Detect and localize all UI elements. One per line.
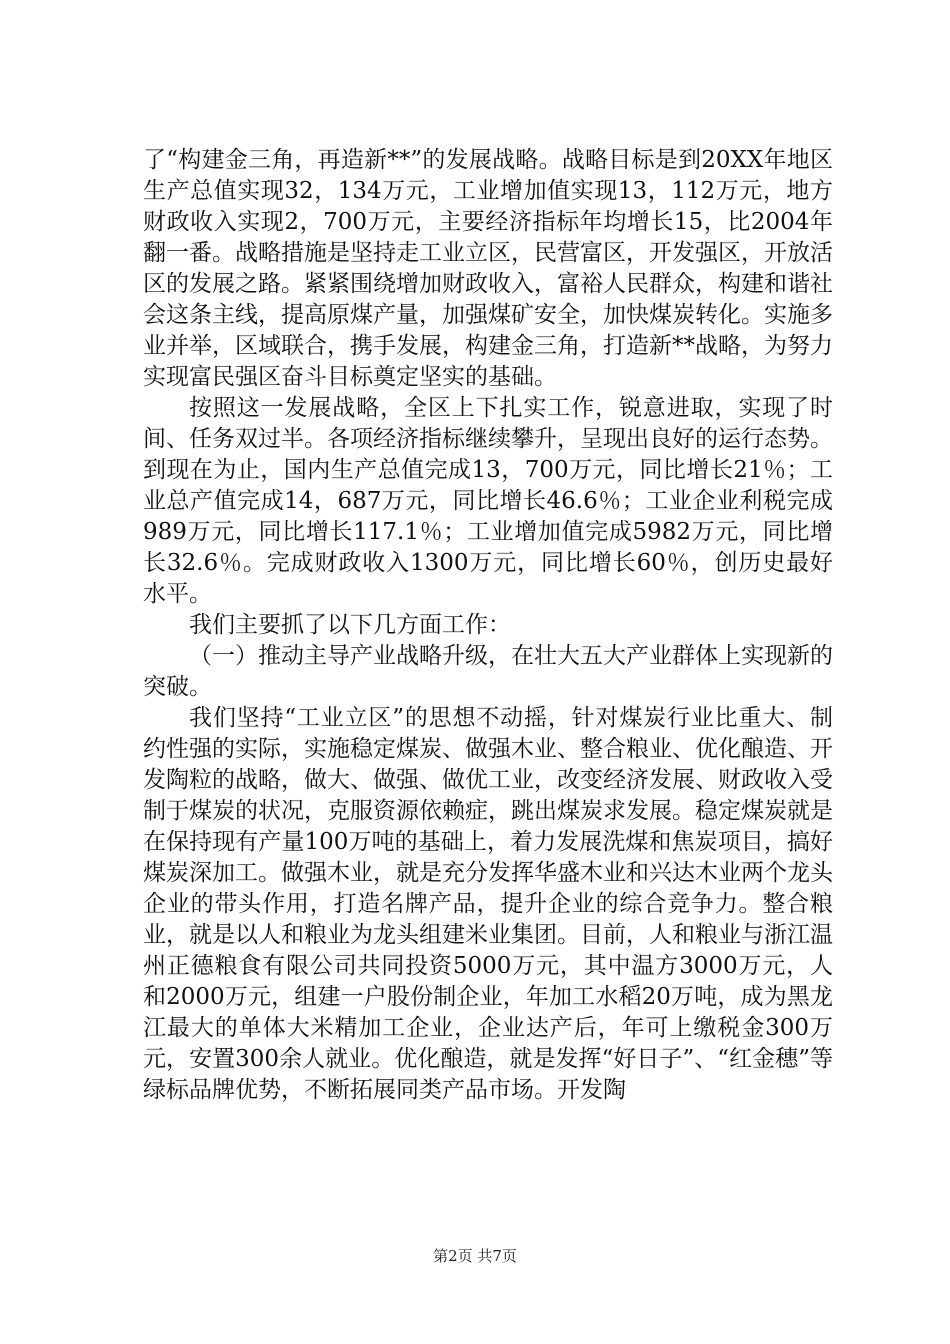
- paragraph-industry-strategy: 我们坚持“工业立区”的思想不动摇，针对煤炭行业比重大、制约性强的实际，实施稳定煤炭、做强木业、整合粮业、优化酿造、开发陶粒的战略，做大、做强、做优工业，改变经济发展、财政收入受制于煤炭的状况，克服资源依赖症，跳出煤炭求发展。稳定煤炭就是在保持现有产量100万吨的基础上，着力发展洗煤和焦炭项目，搞好煤炭深加工。做强木业，就是充分发挥华盛木业和兴达木业两个龙头企业的带头作用，打造名牌产品，提升企业的综合竞争力。整合粮业，就是以人和粮业为龙头组建米业集团。目前，人和粮业与浙江温州正德粮食有限公司共同投资5000万元，其中温方3000万元，人和2000万元，组建一户股份制企业，年加工水稻20万吨，成为黑龙江最大的单体大米精加工企业，企业达产后，年可上缴税金300万元，安置300余人就业。优化酿造，就是发挥“好日子”、“红金穗”等绿标品牌优势，不断拓展同类产品市场。开发陶: [143, 705, 833, 1103]
- section-heading-1: （一）推动主导产业战略升级，在壮大五大产业群体上实现新的突破。: [143, 643, 833, 700]
- paragraph-work-intro: 我们主要抓了以下几方面工作：: [189, 612, 511, 638]
- document-body: [143, 145, 833, 1106]
- paragraph-economic-indicators: 按照这一发展战略，全区上下扎实工作，锐意进取，实现了时间、任务双过半。各项经济指标继续攀升，呈现出良好的运行态势。到现在为止，国内生产总值完成13，700万元，同比增长21％；工业总产值完成14，687万元，同比增长46.6％；工业企业利税完成989万元，同比增长117.1％；工业增加值完成5982万元，同比增长32.6％。完成财政收入1300万元，同比增长60％，创历史最好水平。: [143, 395, 833, 607]
- page-number-footer: 第2页 共7页: [433, 1247, 517, 1265]
- paragraph-strategy-goals: 了“构建金三角，再造新**”的发展战略。战略目标是到20XX年地区生产总值实现32，134万元，工业增加值实现13，112万元，地方财政收入实现2，700万元，主要经济指标年均增长15，比2004年翻一番。战略措施是坚持走工业立区，民营富区，开发强区，开放活区的发展之路。紧紧围绕增加财政收入，富裕人民群众，构建和谐社会这条主线，提高原煤产量，加强煤矿安全，加快煤炭转化。实施多业并举，区域联合，携手发展，构建金三角，打造新**战略，为努力实现富民强区奋斗目标奠定坚实的基础。: [143, 147, 833, 390]
